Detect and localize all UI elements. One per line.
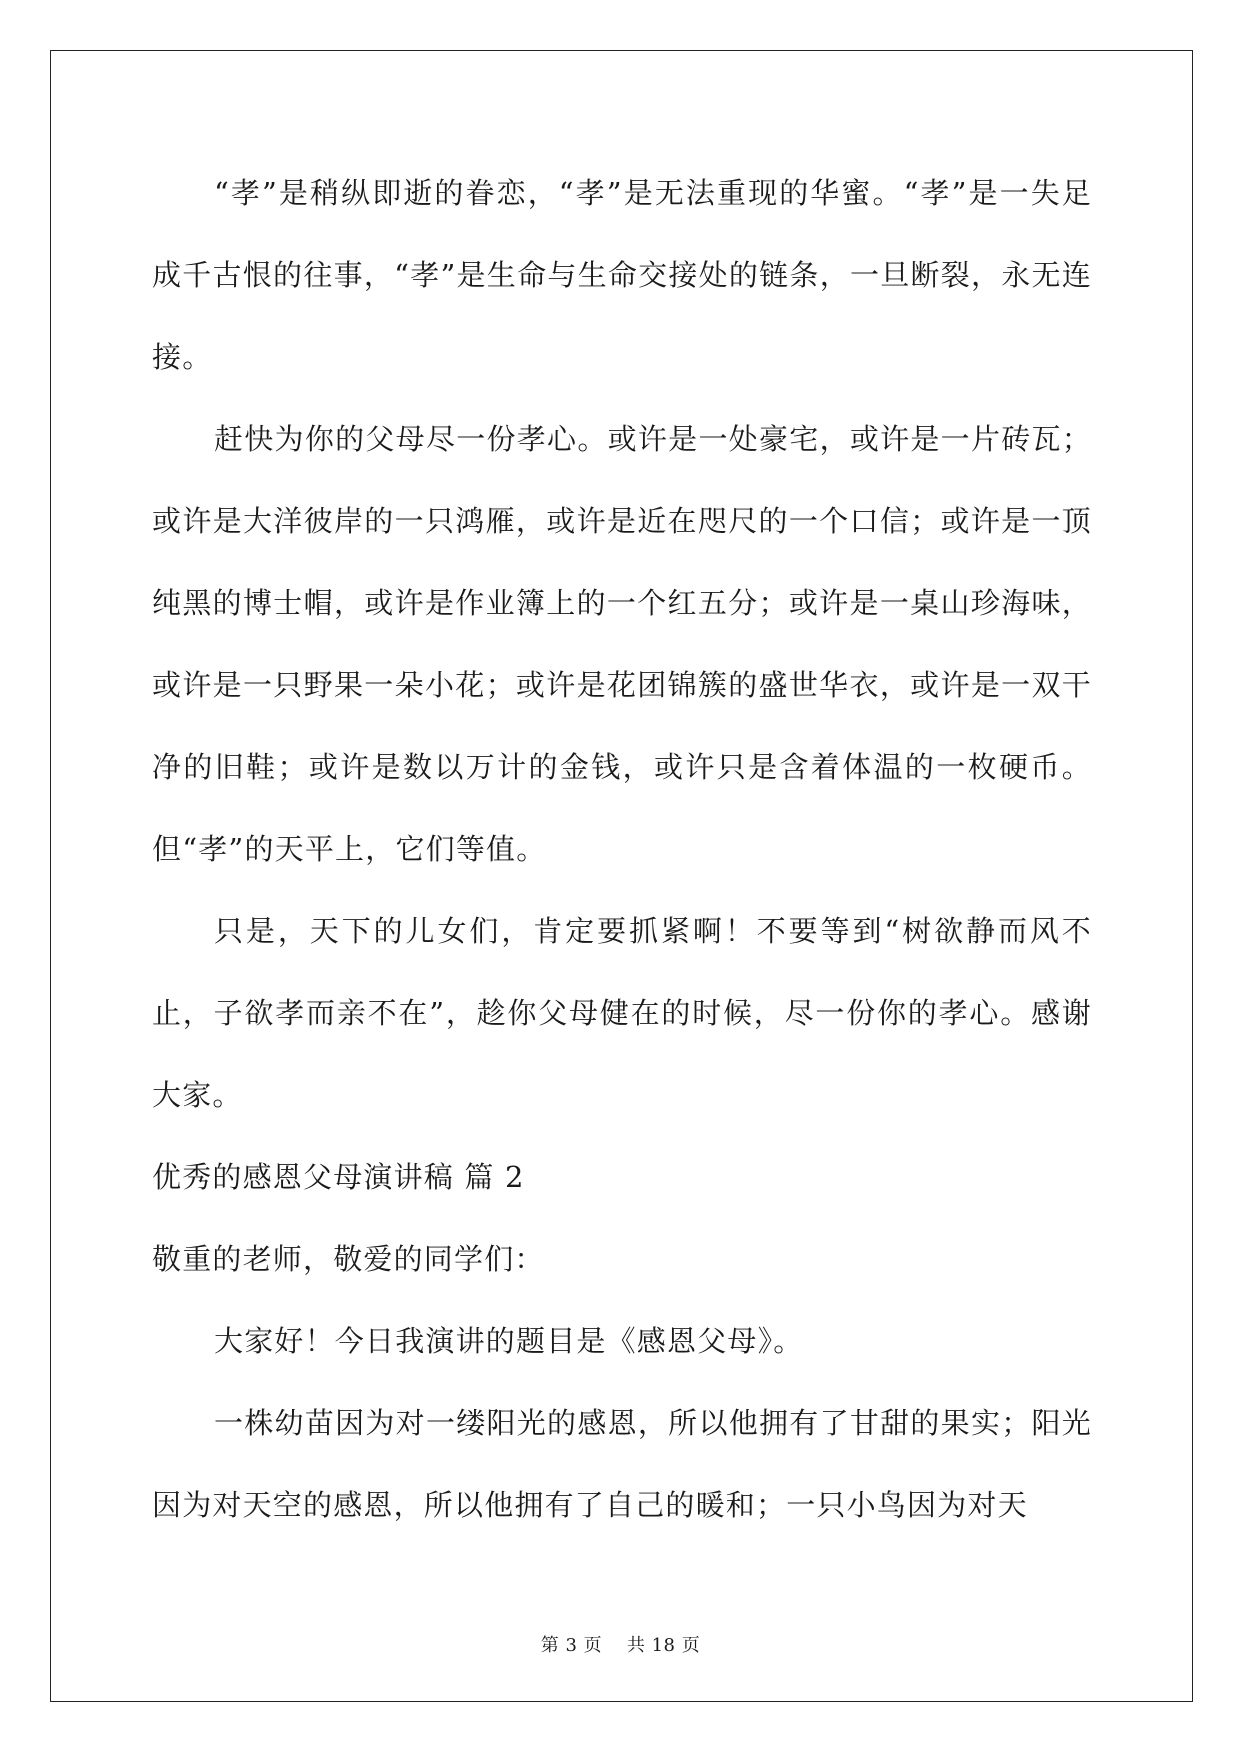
greeting-line: 敬重的老师，敬爱的同学们：	[152, 1242, 545, 1276]
paragraph-intro: 大家好！今日我演讲的题目是《感恩父母》。	[214, 1324, 804, 1358]
document-body	[152, 152, 1092, 1546]
paragraph-seedling: 一株幼苗因为对一缕阳光的感恩，所以他拥有了甘甜的果实；阳光因为对天空的感恩，所以他拥有了自己的暖和；一只小鸟因为对天	[152, 1406, 1092, 1522]
page-footer: 第 3 页 共 18 页	[540, 1635, 701, 1656]
paragraph-conclusion: 只是，天下的儿女们，肯定要抓紧啊！不要等到“树欲静而风不止，子欲孝而亲不在”，趁你父母健在的时候，尽一份你的孝心。感谢大家。	[152, 914, 1092, 1112]
paragraph-filial-piety: “孝”是稍纵即逝的眷恋，“孝”是无法重现的华蜜。“孝”是一失足成千古恨的往事，“孝”是生命与生命交接处的链条，一旦断裂，永无连接。	[152, 176, 1092, 374]
section-heading: 优秀的感恩父母演讲稿 篇 2	[152, 1160, 525, 1194]
paragraph-hurry: 赶快为你的父母尽一份孝心。或许是一处豪宅，或许是一片砖瓦；或许是大洋彼岸的一只鸿雁，或许是近在咫尺的一个口信；或许是一顶纯黑的博士帽，或许是作业簿上的一个红五分；或许是一桌山珍海味，或许是一只野果一朵小花；或许是花团锦簇的盛世华衣，或许是一双干净的旧鞋；或许是数以万计的金钱，或许只是含着体温的一枚硬币。但“孝”的天平上，它们等值。	[152, 422, 1092, 866]
